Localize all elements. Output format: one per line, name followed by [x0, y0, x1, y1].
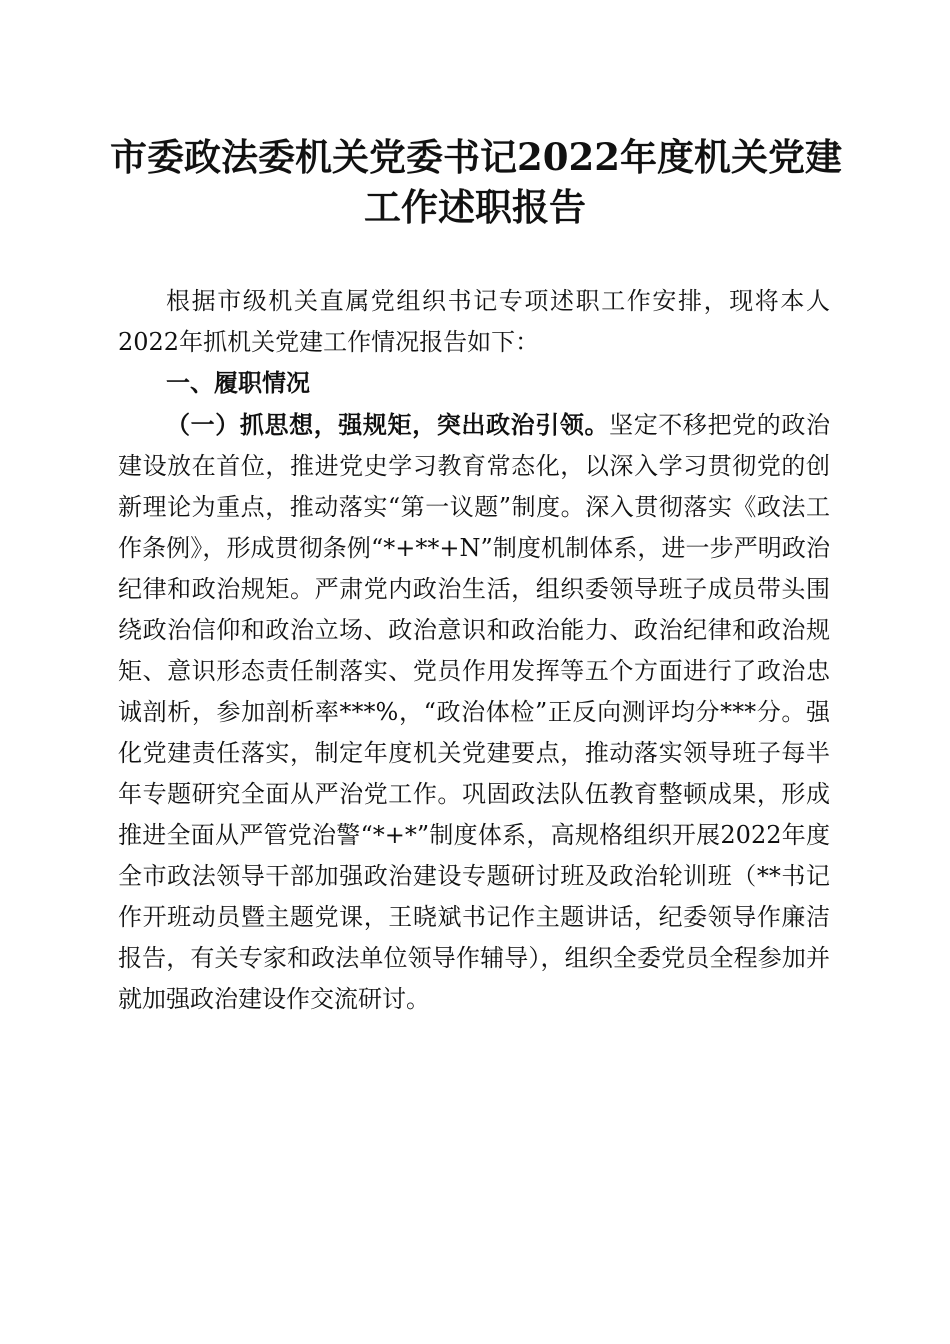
subsection-lead-in: （一）抓思想，强规矩，突出政治引领。	[166, 410, 610, 439]
section-heading-performance: 一、履职情况	[166, 369, 310, 397]
document-body	[118, 281, 830, 1020]
intro-paragraph: 根据市级机关直属党组织书记专项述职工作安排，现将本人2022年抓机关党建工作情况报告如下：	[118, 287, 830, 356]
title-line-1: 市委政法委机关党委书记2022年度机关党建	[110, 135, 842, 179]
title-line-2: 工作述职报告	[364, 185, 586, 229]
document-title	[110, 132, 840, 232]
subsection-paragraph-1	[118, 404, 830, 1020]
subsection-body-text: 坚定不移把党的政治建设放在首位，推进党史学习教育常态化，以深入学习贯彻党的创新理论为重点，推动落实“第一议题”制度。深入贯彻落实《政法工作条例》，形成贯彻条例“*+**+N”制度机制体系，进一步严明政治纪律和政治规矩。严肃党内政治生活，组织委领导班子成员带头围绕政治信仰和政治立场、政治意识和政治能力、政治纪律和政治规矩、意识形态责任制落实、党员作用发挥等五个方面进行了政治忠诚剖析，参加剖析率***%，“政治体检”正反向测评均分***分。强化党建责任落实，制定年度机关党建要点，推动落实领导班子每半年专题研究全面从严治党工作。巩固政法队伍教育整顿成果，形成推进全面从严管党治警“*+*”制度体系，高规格组织开展2022年度全市政法领导干部加强政治建设专题研讨班及政治轮训班（**书记作开班动员暨主题党课，王晓斌书记作主题讲话，纪委领导作廉洁报告，有关专家和政法单位领导作辅导），组织全委党员全程参加并就加强政治建设作交流研讨。	[118, 411, 831, 1013]
